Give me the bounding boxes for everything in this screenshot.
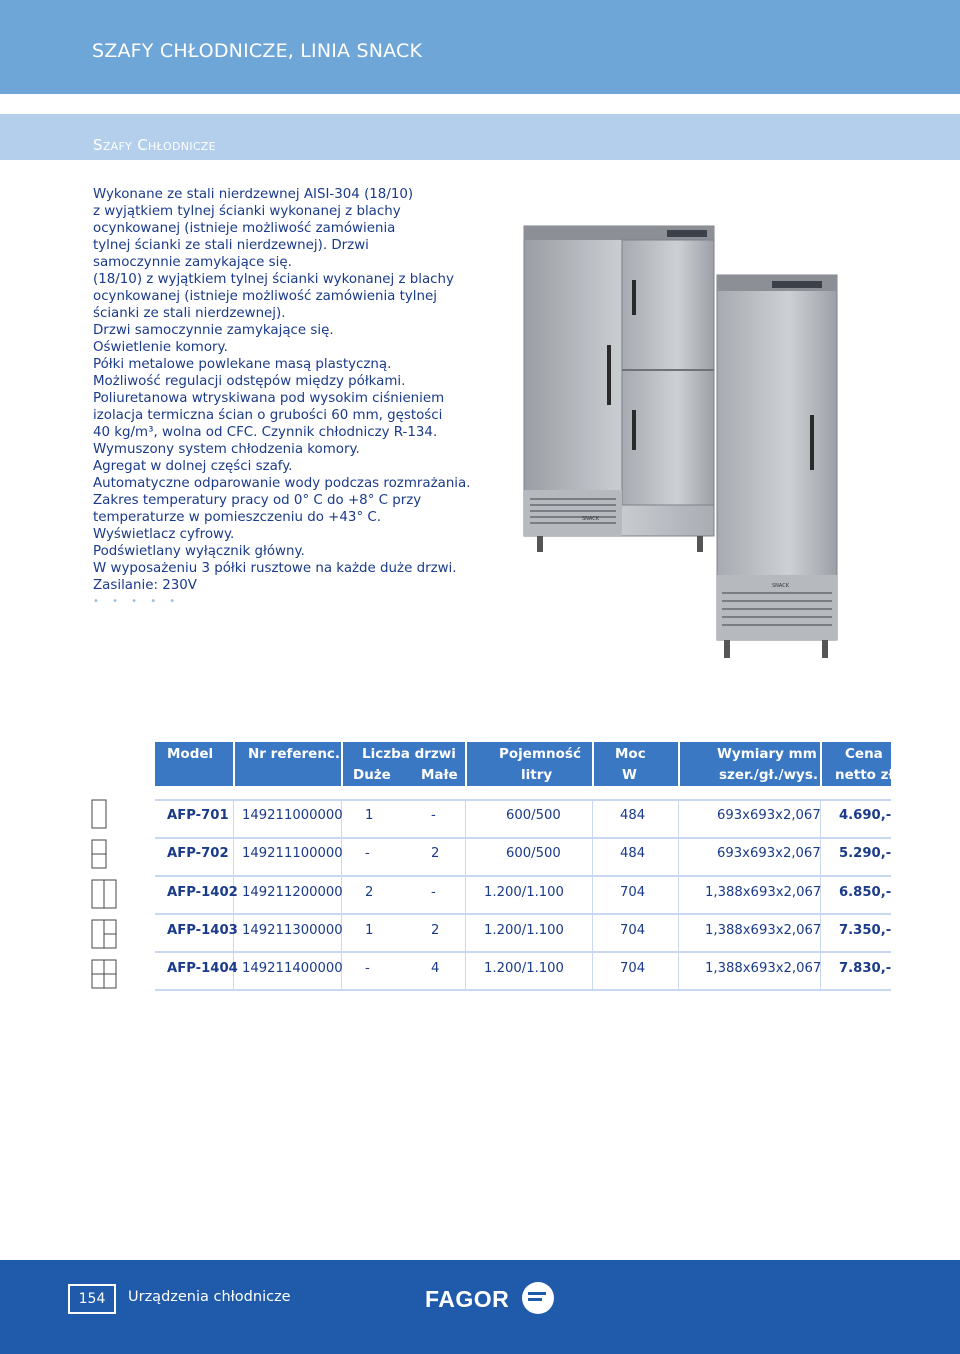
row-capacity: 600/500 bbox=[506, 808, 561, 823]
header-dims: Wymiary mm bbox=[717, 746, 817, 762]
description-line: Możliwość regulacji odstępów między półkami. bbox=[93, 374, 406, 389]
header-capacity: Pojemność bbox=[499, 746, 581, 762]
row-dims: 1,388x693x2,067 bbox=[705, 923, 822, 938]
header-capacity-unit: litry bbox=[521, 767, 553, 783]
description-line: Poliuretanowa wtryskiwana pod wysokim ciśnieniem bbox=[93, 391, 445, 406]
row-power: 704 bbox=[620, 923, 646, 938]
row-power: 484 bbox=[620, 808, 646, 823]
column-divider bbox=[678, 800, 679, 990]
row-large: 1 bbox=[365, 923, 374, 938]
row-price: 7.830,- bbox=[839, 961, 892, 976]
row-large: 1 bbox=[365, 808, 374, 823]
row-price: 4.690,- bbox=[839, 808, 892, 823]
decorative-dots: • • • • • bbox=[93, 596, 181, 607]
page-number: 154 bbox=[68, 1284, 116, 1314]
row-small: - bbox=[431, 885, 436, 900]
row-model: AFP-1404 bbox=[167, 961, 238, 976]
row-ref: 149211000000 bbox=[242, 808, 343, 823]
column-divider bbox=[465, 800, 466, 990]
row-large: - bbox=[365, 846, 370, 861]
row-capacity: 1.200/1.100 bbox=[484, 885, 564, 900]
column-divider bbox=[592, 800, 593, 990]
row-dims: 1,388x693x2,067 bbox=[705, 961, 822, 976]
description-line: Podświetlany wyłącznik główny. bbox=[93, 544, 305, 559]
refrigerator-cabinets-image bbox=[522, 220, 960, 690]
page-title: SZAFY CHŁODNICZE, LINIA SNACK bbox=[92, 40, 423, 62]
row-divider bbox=[155, 989, 891, 991]
row-power: 484 bbox=[620, 846, 646, 861]
description-line: Wymuszony system chłodzenia komory. bbox=[93, 442, 360, 457]
row-divider bbox=[155, 951, 891, 953]
row-price: 5.290,- bbox=[839, 846, 892, 861]
large-cabinet bbox=[524, 226, 714, 552]
header-price-unit: netto zł bbox=[835, 767, 894, 783]
header-separator bbox=[233, 742, 235, 786]
description-line: 40 kg/m³, wolna od CFC. Czynnik chłodniczy R-134. bbox=[93, 425, 438, 440]
row-large: - bbox=[365, 961, 370, 976]
description-line: Półki metalowe powlekane masą plastyczną. bbox=[93, 357, 392, 372]
cabinet-schematic-icons bbox=[88, 796, 128, 996]
header-power: Moc bbox=[615, 746, 646, 762]
description-line: (18/10) z wyjątkiem tylnej ścianki wykonanej z blachy bbox=[93, 272, 454, 287]
description-line: Oświetlenie komory. bbox=[93, 340, 228, 355]
description-line: Zasilanie: 230V bbox=[93, 578, 197, 593]
schematic-afp-701-icon bbox=[92, 800, 106, 828]
row-price: 6.850,- bbox=[839, 885, 892, 900]
row-ref: 149211300000 bbox=[242, 923, 343, 938]
row-ref: 149211400000 bbox=[242, 961, 343, 976]
description-line: ścianki ze stali nierdzewnej). bbox=[93, 306, 286, 321]
row-small: 2 bbox=[431, 923, 440, 938]
description-line: Zakres temperatury pracy od 0° C do +8° C przy bbox=[93, 493, 422, 508]
row-power: 704 bbox=[620, 961, 646, 976]
description-line: Automatyczne odparowanie wody podczas rozmrażania. bbox=[93, 476, 471, 491]
cabinet-label-right: SNACK bbox=[772, 583, 790, 589]
row-capacity: 1.200/1.100 bbox=[484, 923, 564, 938]
small-cabinet bbox=[717, 275, 837, 658]
row-ref: 149211100000 bbox=[242, 846, 343, 861]
description-line: Agregat w dolnej części szafy. bbox=[93, 459, 293, 474]
header-separator bbox=[341, 742, 343, 786]
row-capacity: 600/500 bbox=[506, 846, 561, 861]
description-line: Drzwi samoczynnie zamykające się. bbox=[93, 323, 334, 338]
row-model: AFP-701 bbox=[167, 808, 229, 823]
header-separator bbox=[592, 742, 594, 786]
header-doors-small: Małe bbox=[421, 767, 458, 783]
cabinet-label-left: SNACK bbox=[582, 516, 600, 522]
row-small: - bbox=[431, 808, 436, 823]
description-line: izolacja termiczna ścian o grubości 60 mm, gęstości bbox=[93, 408, 443, 423]
row-small: 4 bbox=[431, 961, 440, 976]
header-doors-large: Duże bbox=[353, 767, 391, 783]
product-description bbox=[93, 186, 503, 594]
header-price: Cena bbox=[845, 746, 883, 762]
header-power-unit: W bbox=[622, 767, 637, 783]
header-doors: Liczba drzwi bbox=[362, 746, 456, 762]
row-capacity: 1.200/1.100 bbox=[484, 961, 564, 976]
row-divider bbox=[155, 875, 891, 877]
row-dims: 693x693x2,067 bbox=[717, 846, 821, 861]
description-line: W wyposażeniu 3 półki rusztowe na każde duże drzwi. bbox=[93, 561, 457, 576]
header-model: Model bbox=[167, 746, 214, 762]
logo-wordmark: FAGOR bbox=[425, 1286, 510, 1312]
description-intro: Wykonane ze stali nierdzewnej AISI-304 (18/10) z wyjątkiem tylnej ścianki wykonanej z blachy ocynkowanej (istnieje możliwość zamówienia tylnej ścianki ze stali nierdzewnej). Drzwi samoczynnie zamykające się. bbox=[93, 187, 414, 270]
row-model: AFP-702 bbox=[167, 846, 229, 861]
row-small: 2 bbox=[431, 846, 440, 861]
header-separator bbox=[465, 742, 467, 786]
section-title: Szafy Chłodnicze bbox=[93, 136, 216, 154]
row-ref: 149211200000 bbox=[242, 885, 343, 900]
description-line: Wyświetlacz cyfrowy. bbox=[93, 527, 235, 542]
row-divider bbox=[155, 913, 891, 915]
row-model: AFP-1403 bbox=[167, 923, 238, 938]
header-separator bbox=[678, 742, 680, 786]
description-line: temperaturze w pomieszczeniu do +43° C. bbox=[93, 510, 382, 525]
row-dims: 1,388x693x2,067 bbox=[705, 885, 822, 900]
row-dims: 693x693x2,067 bbox=[717, 808, 821, 823]
footer-section-title: Urządzenia chłodnicze bbox=[128, 1289, 291, 1305]
header-ref: Nr referenc. bbox=[248, 746, 341, 762]
description-line: ocynkowanej (istnieje możliwość zamówienia tylnej bbox=[93, 289, 437, 304]
fagor-logo bbox=[425, 1276, 560, 1326]
row-large: 2 bbox=[365, 885, 374, 900]
row-model: AFP-1402 bbox=[167, 885, 238, 900]
header-separator bbox=[820, 742, 822, 786]
logo-circle-icon bbox=[520, 1280, 556, 1316]
header-dims-unit: szer./gł./wys. bbox=[719, 767, 819, 783]
row-power: 704 bbox=[620, 885, 646, 900]
row-price: 7.350,- bbox=[839, 923, 892, 938]
